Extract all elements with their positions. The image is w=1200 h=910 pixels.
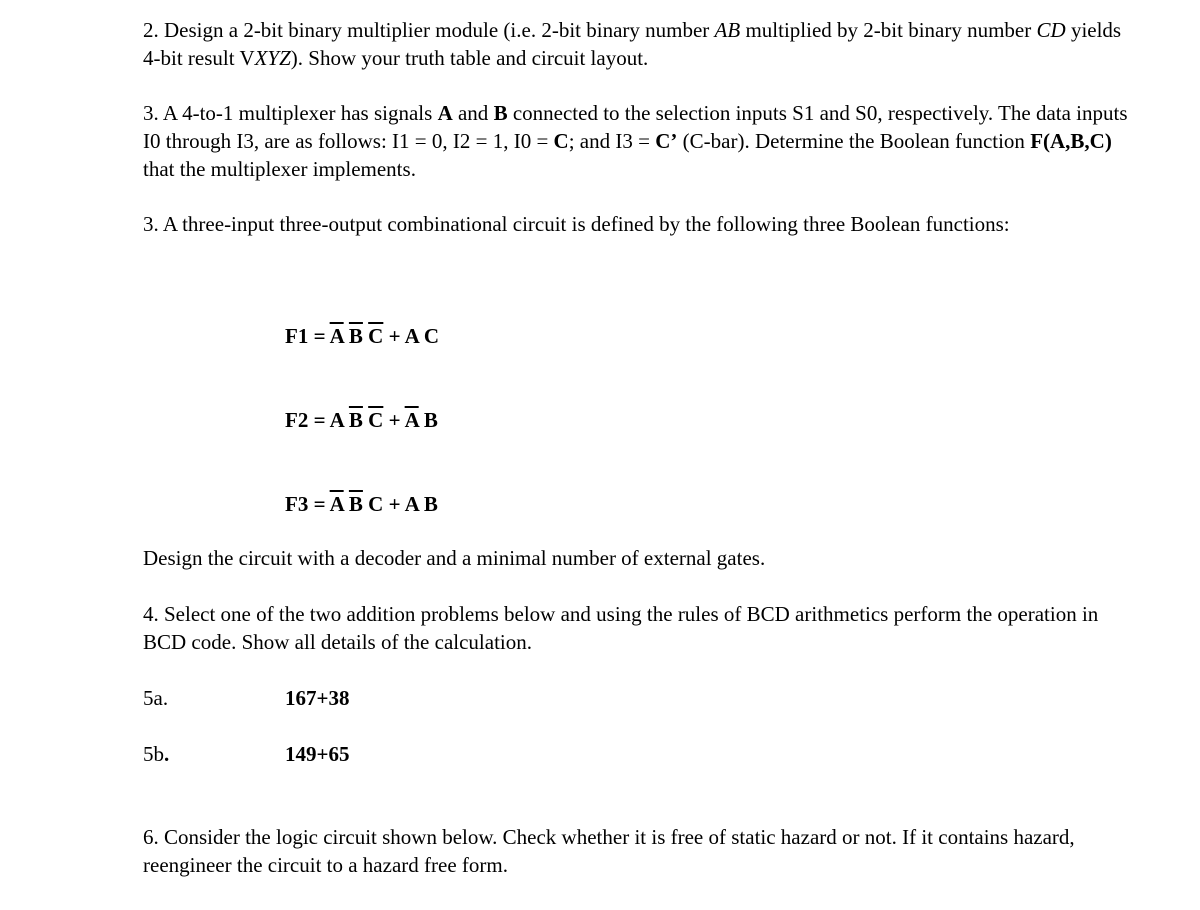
decoder-instruction: Design the circuit with a decoder and a minimal number of external gates. <box>143 546 766 570</box>
q3a-signal-b: B <box>493 101 508 125</box>
q2-text-1: 2. Design a 2-bit binary multiplier module (i.e. 2-bit binary number <box>143 18 715 42</box>
problem-5b-label-text: 5b <box>143 742 164 766</box>
f2-b-bar: $\overline{B}$ <box>348 408 363 432</box>
question-6: 6. Consider the logic circuit shown below. Check whether it is free of static hazard or not. If it contains hazard, reengineer the circuit to a hazard free form. <box>143 825 1075 877</box>
problem-5b-label-dot: . <box>164 742 170 766</box>
f3-tail: C + A B <box>362 492 438 516</box>
f1-lhs: F1 = <box>285 324 330 348</box>
f2-a-bar: $\overline{A}$ <box>404 408 419 432</box>
equation-f3 <box>285 490 438 518</box>
problem-5b-label <box>143 740 169 768</box>
f3-b-bar: $\overline{B}$ <box>348 492 363 516</box>
q3a-text-5: (C-bar). Determine the Boolean function <box>677 129 1031 153</box>
problem-5a-label: 5a. <box>143 686 169 710</box>
q2-var-ab: AB <box>714 18 741 42</box>
q3a-input-c: C <box>553 129 569 153</box>
f2-plus: + <box>383 408 405 432</box>
q3a-text-2: and <box>452 101 494 125</box>
q3a-signal-a: A <box>437 101 453 125</box>
problem-5b-value: 149+65 <box>285 742 350 766</box>
question-3-multiplexer <box>143 99 1143 183</box>
q3a-function: F(A,B,C) <box>1030 129 1112 153</box>
q2-text-2: multiplied by 2-bit binary number <box>740 18 1037 42</box>
f1-c-bar: $\overline{C}$ <box>368 324 384 348</box>
q2-text-3: yields 4-bit result V <box>143 18 1122 70</box>
equation-f2 <box>285 406 438 434</box>
f1-b-bar: $\overline{B}$ <box>348 324 363 348</box>
q2-var-cd: CD <box>1036 18 1066 42</box>
q2-text-4: ). Show your truth table and circuit layout. <box>290 46 649 70</box>
f1-tail: + A C <box>383 324 440 348</box>
f2-tail: B <box>418 408 438 432</box>
q3a-text-3: connected to the selection inputs S1 and S0, respectively. The data inputs I0 through I3, are as follows: I1 = 0, I2 = 1, I0 = <box>143 101 1128 153</box>
equation-f1 <box>285 322 439 350</box>
q3a-text-6: that the multiplexer implements. <box>143 157 416 181</box>
question-4: 4. Select one of the two addition problems below and using the rules of BCD arithmetics perform the operation in BCD code. Show all details of the calculation. <box>143 602 1099 654</box>
question-3-combinational: 3. A three-input three-output combinational circuit is defined by the following three Boolean functions: <box>143 212 1010 236</box>
q3a-text-4: ; and I3 = <box>568 129 656 153</box>
q3a-text-1: 3. A 4-to-1 multiplexer has signals <box>143 101 438 125</box>
f2-lhs: F2 = A <box>285 408 349 432</box>
f3-lhs: F3 = <box>285 492 330 516</box>
problem-5a-value: 167+38 <box>285 686 350 710</box>
q2-var-xyz: XYZ <box>254 46 291 70</box>
question-2 <box>143 16 1143 72</box>
q3a-input-cbar: C’ <box>655 129 678 153</box>
f1-a-bar: $\overline{A}$ <box>329 324 344 348</box>
f2-c-bar: $\overline{C}$ <box>368 408 384 432</box>
f3-a-bar: $\overline{A}$ <box>329 492 344 516</box>
